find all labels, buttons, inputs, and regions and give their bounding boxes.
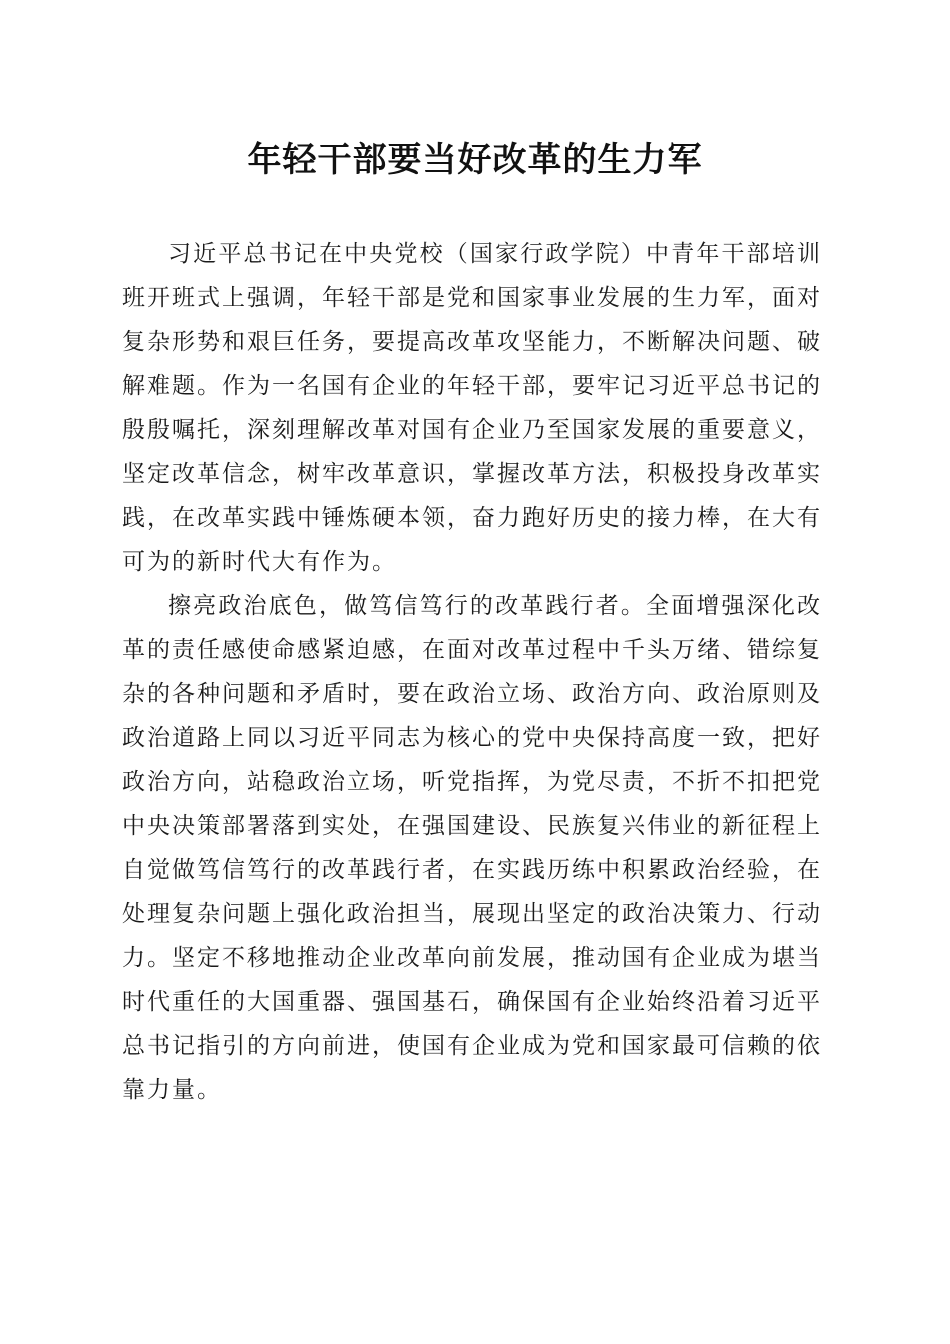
paragraph-political-color: 擦亮政治底色，做笃信笃行的改革践行者。全面增强深化改革的责任感使命感紧迫感，在面对改革过程中千头万绪、错综复杂的各种问题和矛盾时，要在政治立场、政治方向、政治原则及政治道路上同以习近平同志为核心的党中央保持高度一致，把好政治方向，站稳政治立场，听党指挥，为党尽责，不折不扣把党中央决策部署落到实处，在强国建设、民族复兴伟业的新征程上自觉做笃信笃行的改革践行者，在实践历练中积累政治经验，在处理复杂问题上强化政治担当，展现出坚定的政治决策力、行动力。坚定不移地推动企业改革向前发展，推动国有企业成为堪当时代重任的大国重器、强国基石，确保国有企业始终沿着习近平总书记指引的方向前进，使国有企业成为党和国家最可信赖的依靠力量。 [122,593,822,1103]
document-title: 年轻干部要当好改革的生力军 [247,140,703,180]
paragraph-intro: 习近平总书记在中央党校（国家行政学院）中青年干部培训班开班式上强调，年轻干部是党和国家事业发展的生力军，面对复杂形势和艰巨任务，要提高改革攻坚能力，不断解决问题、破解难题。作为一名国有企业的年轻干部，要牢记习近平总书记的殷殷嘱托，深刻理解改革对国有企业乃至国家发展的重要意义，坚定改革信念，树牢改革意识，掌握改革方法，积极投身改革实践，在改革实践中锤炼硬本领，奋力跑好历史的接力棒，在大有可为的新时代大有作为。 [122,241,822,575]
document-body [122,232,822,1112]
